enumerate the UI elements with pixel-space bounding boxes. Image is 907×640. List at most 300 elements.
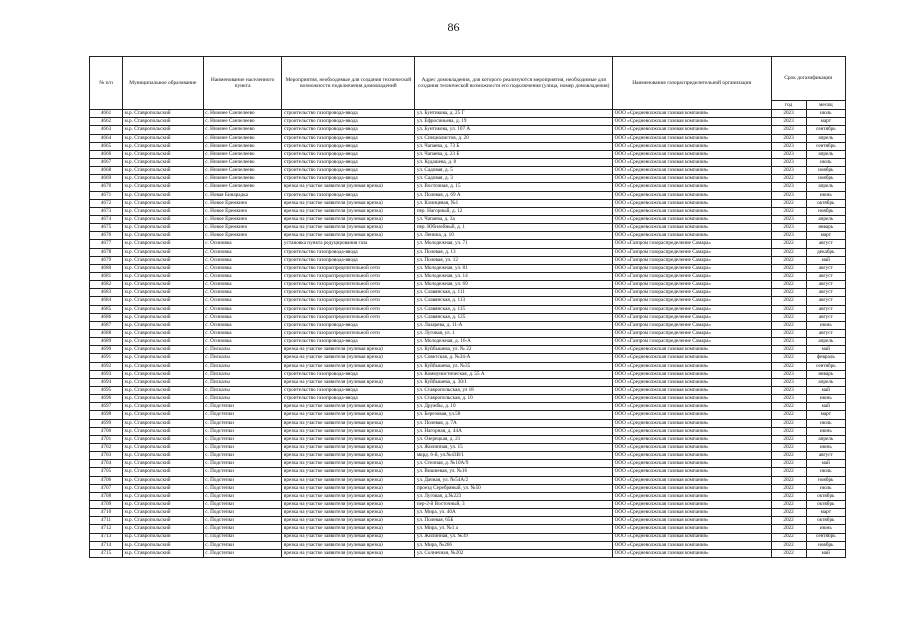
month-cell: ноябрь bbox=[806, 476, 845, 484]
address-cell: ул. Солнечная, №202 bbox=[415, 549, 613, 557]
event-cell: строительство газопровода-ввода bbox=[282, 370, 415, 378]
gdo-cell: ООО «Газпром газораспределение Самара» bbox=[613, 313, 771, 321]
year-cell: 2022 bbox=[771, 525, 806, 533]
year-cell: 2022 bbox=[771, 476, 806, 484]
municipality-cell: м.р. Ставропольский bbox=[122, 118, 203, 126]
gdo-cell: ООО «Газпром газораспределение Самара» bbox=[613, 330, 771, 338]
settlement-cell: с. Подстепки bbox=[203, 476, 282, 484]
month-cell: апрель bbox=[806, 435, 845, 443]
address-cell: ул. Чапаева, д. 73 Б bbox=[415, 142, 613, 150]
page-number: 86 bbox=[447, 20, 460, 34]
month-cell: май bbox=[806, 460, 845, 468]
table-row bbox=[90, 167, 846, 175]
row-num: 4698 bbox=[90, 411, 123, 419]
event-cell: строительство газопровода-ввода bbox=[282, 126, 415, 134]
address-cell: ул. Мира, №266 bbox=[415, 541, 613, 549]
row-num: 4670 bbox=[90, 183, 123, 191]
municipality-cell: м.р. Ставропольский bbox=[122, 460, 203, 468]
address-cell: ул. Жилинная, ул. №39 bbox=[415, 533, 613, 541]
settlement-cell: с. Нижнее Санчелеево bbox=[203, 159, 282, 167]
year-cell: 2022 bbox=[771, 411, 806, 419]
event-cell: строительство газопровода-ввода bbox=[282, 175, 415, 183]
row-num: 4694 bbox=[90, 378, 123, 386]
municipality-cell: м.р. Ставропольский bbox=[122, 509, 203, 517]
month-cell: август bbox=[806, 281, 845, 289]
address-cell: ул. Полевая, д. 13 bbox=[415, 248, 613, 256]
gdo-cell: ООО «Средневолжская газовая компания» bbox=[613, 216, 771, 224]
address-cell: ул. Кудашева, д. 8 bbox=[415, 159, 613, 167]
header-gdo: Наименование газораспределительной организации bbox=[613, 57, 771, 110]
row-num: 4700 bbox=[90, 427, 123, 435]
settlement-cell: с. Осиновка bbox=[203, 321, 282, 329]
year-cell: 2023 bbox=[771, 142, 806, 150]
address-cell: ул. Чапаева, д. 23 Б bbox=[415, 150, 613, 158]
municipality-cell: м.р. Ставропольский bbox=[122, 517, 203, 525]
table-row bbox=[90, 354, 846, 362]
settlement-cell: с. Нижнее Санчелеево bbox=[203, 150, 282, 158]
gdo-cell: ООО «Средневолжская газовая компания» bbox=[613, 370, 771, 378]
year-cell: 2022 bbox=[771, 492, 806, 500]
row-num: 4704 bbox=[90, 460, 123, 468]
row-num: 4693 bbox=[90, 370, 123, 378]
month-cell: август bbox=[806, 305, 845, 313]
row-num: 4713 bbox=[90, 533, 123, 541]
address-cell: ул. Полевая, 65Б bbox=[415, 517, 613, 525]
event-cell: врезка на участке заявителя (нулевая врезка) bbox=[282, 517, 415, 525]
settlement-cell: с. Осиновка bbox=[203, 240, 282, 248]
event-cell: строительство газораспределительной сети bbox=[282, 297, 415, 305]
settlement-cell: с. Подстепки bbox=[203, 435, 282, 443]
event-cell: врезка на участке заявителя (нулевая врезка) bbox=[282, 525, 415, 533]
settlement-cell: с. Пискалы bbox=[203, 386, 282, 394]
gdo-cell: ООО «Средневолжская газовая компания» bbox=[613, 110, 771, 118]
year-cell: 2022 bbox=[771, 240, 806, 248]
year-cell: 2023 bbox=[771, 224, 806, 232]
event-cell: врезка на участке заявителя (нулевая врезка) bbox=[282, 452, 415, 460]
event-cell: строительство газопровода-ввода bbox=[282, 142, 415, 150]
month-cell: август bbox=[806, 313, 845, 321]
gdo-cell: ООО «Средневолжская газовая компания» bbox=[613, 191, 771, 199]
year-cell: 2022 bbox=[771, 346, 806, 354]
municipality-cell: м.р. Ставропольский bbox=[122, 110, 203, 118]
table-row bbox=[90, 427, 846, 435]
settlement-cell: с. Подстепки bbox=[203, 411, 282, 419]
address-cell: ул. Куйбышева, ул. № 22 bbox=[415, 346, 613, 354]
year-cell: 2023 bbox=[771, 134, 806, 142]
gdo-cell: ООО «Газпром газораспределение Самара» bbox=[613, 248, 771, 256]
row-num: 4707 bbox=[90, 484, 123, 492]
municipality-cell: м.р. Ставропольский bbox=[122, 484, 203, 492]
event-cell: врезка на участке заявителя (нулевая врезка) bbox=[282, 224, 415, 232]
event-cell: строительство газопровода-ввода bbox=[282, 321, 415, 329]
settlement-cell: с. Подстепки bbox=[203, 500, 282, 508]
municipality-cell: м.р. Ставропольский bbox=[122, 476, 203, 484]
month-cell: сентябрь bbox=[806, 142, 845, 150]
gasification-table bbox=[89, 56, 846, 558]
year-cell: 2022 bbox=[771, 443, 806, 451]
row-num: 4678 bbox=[90, 248, 123, 256]
municipality-cell: м.р. Ставропольский bbox=[122, 549, 203, 557]
month-cell: март bbox=[806, 232, 845, 240]
month-cell: июль bbox=[806, 468, 845, 476]
row-num: 4674 bbox=[90, 216, 123, 224]
settlement-cell: с. Осиновка bbox=[203, 297, 282, 305]
address-cell: пер-2-й Восточный, 3 bbox=[415, 500, 613, 508]
header-event: Мероприятия, необходимые для создания технической возможности подключения домовладений bbox=[282, 57, 415, 110]
table-row bbox=[90, 313, 846, 321]
table-row bbox=[90, 460, 846, 468]
gdo-cell: ООО «Средневолжская газовая компания» bbox=[613, 549, 771, 557]
event-cell: строительство газораспределительной сети bbox=[282, 281, 415, 289]
address-cell: ул. Садовая, д. 3 bbox=[415, 175, 613, 183]
row-num: 4666 bbox=[90, 150, 123, 158]
table-row bbox=[90, 541, 846, 549]
settlement-cell: с. Подстепки bbox=[203, 443, 282, 451]
event-cell: врезка на участке заявителя (нулевая врезка) bbox=[282, 411, 415, 419]
row-num: 4664 bbox=[90, 134, 123, 142]
row-num: 4679 bbox=[90, 256, 123, 264]
gdo-cell: ООО «Средневолжская газовая компания» bbox=[613, 476, 771, 484]
event-cell: врезка на участке заявителя (нулевая врезка) bbox=[282, 484, 415, 492]
event-cell: врезка на участке заявителя (нулевая врезка) bbox=[282, 378, 415, 386]
year-cell: 2023 bbox=[771, 126, 806, 134]
event-cell: врезка на участке заявителя (нулевая врезка) bbox=[282, 443, 415, 451]
year-cell: 2022 bbox=[771, 175, 806, 183]
event-cell: врезка на участке заявителя (нулевая врезка) bbox=[282, 468, 415, 476]
gdo-cell: ООО «Средневолжская газовая компания» bbox=[613, 207, 771, 215]
year-cell: 2023 bbox=[771, 159, 806, 167]
month-cell: май bbox=[806, 403, 845, 411]
year-cell: 2023 bbox=[771, 338, 806, 346]
table-row bbox=[90, 549, 846, 557]
municipality-cell: м.р. Ставропольский bbox=[122, 525, 203, 533]
year-cell: 2023 bbox=[771, 183, 806, 191]
event-cell: врезка на участке заявителя (нулевая врезка) bbox=[282, 500, 415, 508]
gdo-cell: ООО «Средневолжская газовая компания» bbox=[613, 492, 771, 500]
month-cell: июнь bbox=[806, 321, 845, 329]
gdo-cell: ООО «Газпром газораспределение Самара» bbox=[613, 321, 771, 329]
month-cell: январь bbox=[806, 224, 845, 232]
municipality-cell: м.р. Ставропольский bbox=[122, 167, 203, 175]
table-row bbox=[90, 264, 846, 272]
municipality-cell: м.р. Ставропольский bbox=[122, 289, 203, 297]
gdo-cell: ООО «Газпром газораспределение Самара» bbox=[613, 281, 771, 289]
municipality-cell: м.р. Ставропольский bbox=[122, 346, 203, 354]
settlement-cell: с. Осиновка bbox=[203, 256, 282, 264]
address-cell: ул. Дружбы, д. 10 bbox=[415, 403, 613, 411]
month-cell: май bbox=[806, 386, 845, 394]
address-cell: ул. Молодежная, ул. 69 bbox=[415, 281, 613, 289]
address-cell: пер. Нагорный, д. 12 bbox=[415, 207, 613, 215]
row-num: 4702 bbox=[90, 443, 123, 451]
address-cell: ул. Полевая, д. 7А bbox=[415, 419, 613, 427]
year-cell: 2022 bbox=[771, 330, 806, 338]
row-num: 4714 bbox=[90, 541, 123, 549]
row-num: 4662 bbox=[90, 118, 123, 126]
municipality-cell: м.р. Ставропольский bbox=[122, 159, 203, 167]
address-cell: ул. Бунтикова, ул. 107 А bbox=[415, 126, 613, 134]
event-cell: строительство газопровода-ввода bbox=[282, 159, 415, 167]
gdo-cell: ООО «Средневолжская газовая компания» bbox=[613, 167, 771, 175]
row-num: 4661 bbox=[90, 110, 123, 118]
table-row bbox=[90, 281, 846, 289]
header-municipality: Муниципальное образование bbox=[122, 57, 203, 110]
row-num: 4689 bbox=[90, 338, 123, 346]
row-num: 4677 bbox=[90, 240, 123, 248]
gdo-cell: ООО «Средневолжская газовая компания» bbox=[613, 509, 771, 517]
event-cell: врезка на участке заявителя (нулевая врезка) bbox=[282, 509, 415, 517]
address-cell: ул. Куйбышева, ул. №35 bbox=[415, 362, 613, 370]
year-cell: 2022 bbox=[771, 207, 806, 215]
year-cell: 2022 bbox=[771, 452, 806, 460]
table-row bbox=[90, 321, 846, 329]
table-row bbox=[90, 378, 846, 386]
settlement-cell: с. Пискалы bbox=[203, 354, 282, 362]
municipality-cell: м.р. Ставропольский bbox=[122, 199, 203, 207]
year-cell: 2023 bbox=[771, 232, 806, 240]
municipality-cell: м.р. Ставропольский bbox=[122, 500, 203, 508]
table-row bbox=[90, 476, 846, 484]
year-cell: 2022 bbox=[771, 321, 806, 329]
month-cell: март bbox=[806, 509, 845, 517]
address-cell: ул. Ефросиньева, д. 19 bbox=[415, 118, 613, 126]
month-cell: июнь bbox=[806, 395, 845, 403]
settlement-cell: с. Пискалы bbox=[203, 370, 282, 378]
table-row bbox=[90, 134, 846, 142]
row-num: 4715 bbox=[90, 549, 123, 557]
settlement-cell: с. Нижнее Санчелеево bbox=[203, 175, 282, 183]
month-cell: август bbox=[806, 273, 845, 281]
address-cell: ул. Садовая, д. 5 bbox=[415, 167, 613, 175]
gdo-cell: ООО «Средневолжская газовая компания» bbox=[613, 443, 771, 451]
event-cell: врезка на участке заявителя (нулевая врезка) bbox=[282, 533, 415, 541]
header-term: Срок догазификации bbox=[771, 57, 845, 101]
settlement-cell: с. Осиновка bbox=[203, 273, 282, 281]
municipality-cell: м.р. Ставропольский bbox=[122, 134, 203, 142]
table-row bbox=[90, 443, 846, 451]
gdo-cell: ООО «Средневолжская газовая компания» bbox=[613, 500, 771, 508]
gdo-cell: ООО «Газпром газораспределение Самара» bbox=[613, 256, 771, 264]
month-cell: февраль bbox=[806, 354, 845, 362]
row-num: 4668 bbox=[90, 167, 123, 175]
address-cell: ул. Жилинная, ул. 15 bbox=[415, 443, 613, 451]
settlement-cell: с. Новое Еремкино bbox=[203, 207, 282, 215]
row-num: 4673 bbox=[90, 207, 123, 215]
event-cell: врезка на участке заявителя (нулевая врезка) bbox=[282, 354, 415, 362]
gdo-cell: ООО «Средневолжская газовая компания» bbox=[613, 134, 771, 142]
settlement-cell: с. Подстепки bbox=[203, 541, 282, 549]
municipality-cell: м.р. Ставропольский bbox=[122, 338, 203, 346]
gdo-cell: ООО «Средневолжская газовая компания» bbox=[613, 411, 771, 419]
gdo-cell: ООО «Средневолжская газовая компания» bbox=[613, 126, 771, 134]
settlement-cell: с. Подстепки bbox=[203, 509, 282, 517]
settlement-cell: с. Нижнее Санчелеево bbox=[203, 183, 282, 191]
settlement-cell: с. Нижнее Санчелеево bbox=[203, 134, 282, 142]
year-cell: 2023 bbox=[771, 150, 806, 158]
month-cell: ноябрь bbox=[806, 175, 845, 183]
address-cell: ул. Молодежная, ул. 81 bbox=[415, 264, 613, 272]
address-cell: ул. Чапаева, д. 3а bbox=[415, 216, 613, 224]
settlement-cell: с. Осиновка bbox=[203, 289, 282, 297]
month-cell: сентябрь bbox=[806, 362, 845, 370]
row-num: 4663 bbox=[90, 126, 123, 134]
gdo-cell: ООО «Средневолжская газовая компания» bbox=[613, 517, 771, 525]
month-cell: октябрь bbox=[806, 500, 845, 508]
event-cell: врезка на участке заявителя (нулевая врезка) bbox=[282, 232, 415, 240]
row-num: 4711 bbox=[90, 517, 123, 525]
event-cell: строительство газопровода-ввода bbox=[282, 110, 415, 118]
year-cell: 2022 bbox=[771, 313, 806, 321]
table-row bbox=[90, 484, 846, 492]
table-row bbox=[90, 500, 846, 508]
municipality-cell: м.р. Ставропольский bbox=[122, 175, 203, 183]
table-row bbox=[90, 346, 846, 354]
event-cell: строительство газопровода-ввода bbox=[282, 395, 415, 403]
year-cell: 2022 bbox=[771, 289, 806, 297]
month-cell: март bbox=[806, 411, 845, 419]
event-cell: строительство газораспределительной сети bbox=[282, 313, 415, 321]
month-cell: апрель bbox=[806, 216, 845, 224]
row-num: 4695 bbox=[90, 386, 123, 394]
month-cell: апрель bbox=[806, 150, 845, 158]
gdo-cell: ООО «Газпром газораспределение Самара» bbox=[613, 305, 771, 313]
municipality-cell: м.р. Ставропольский bbox=[122, 232, 203, 240]
settlement-cell: с. Подстепки bbox=[203, 468, 282, 476]
settlement-cell: с. Подстепки bbox=[203, 492, 282, 500]
month-cell: август bbox=[806, 289, 845, 297]
table-row bbox=[90, 468, 846, 476]
month-cell: апрель bbox=[806, 134, 845, 142]
month-cell: май bbox=[806, 256, 845, 264]
month-cell: июль bbox=[806, 159, 845, 167]
year-cell: 2023 bbox=[771, 378, 806, 386]
gdo-cell: ООО «Средневолжская газовая компания» bbox=[613, 533, 771, 541]
month-cell: ноябрь bbox=[806, 167, 845, 175]
address-cell: ул. Восточная, д. 15 bbox=[415, 183, 613, 191]
row-num: 4681 bbox=[90, 273, 123, 281]
event-cell: врезка на участке заявителя (нулевая врезка) bbox=[282, 492, 415, 500]
settlement-cell: с. Нижнее Санчелеево bbox=[203, 118, 282, 126]
month-cell: июнь bbox=[806, 427, 845, 435]
gdo-cell: ООО «Средневолжская газовая компания» bbox=[613, 435, 771, 443]
month-cell: октябрь bbox=[806, 199, 845, 207]
gdo-cell: ООО «Газпром газораспределение Самара» bbox=[613, 297, 771, 305]
gdo-cell: ООО «Средневолжская газовая компания» bbox=[613, 118, 771, 126]
municipality-cell: м.р. Ставропольский bbox=[122, 378, 203, 386]
month-cell: апрель bbox=[806, 338, 845, 346]
table-row bbox=[90, 142, 846, 150]
table-row bbox=[90, 175, 846, 183]
row-num: 4682 bbox=[90, 281, 123, 289]
table-row bbox=[90, 183, 846, 191]
municipality-cell: м.р. Ставропольский bbox=[122, 224, 203, 232]
settlement-cell: с. Подстепки bbox=[203, 533, 282, 541]
event-cell: строительство газопровода-ввода bbox=[282, 118, 415, 126]
row-num: 4692 bbox=[90, 362, 123, 370]
year-cell: 2023 bbox=[771, 216, 806, 224]
gdo-cell: ООО «Газпром газораспределение Самара» bbox=[613, 338, 771, 346]
header-address: Адрес домовладения, для которого реализуются мероприятия, необходимые для создания технической возможности его подключения (улица, номер домовладения) bbox=[415, 57, 613, 110]
address-cell: ул. Ставропольская, ул 18 bbox=[415, 386, 613, 394]
municipality-cell: м.р. Ставропольский bbox=[122, 419, 203, 427]
month-cell: апрель bbox=[806, 378, 845, 386]
table-row bbox=[90, 509, 846, 517]
event-cell: врезка на участке заявителя (нулевая врезка) bbox=[282, 362, 415, 370]
municipality-cell: м.р. Ставропольский bbox=[122, 273, 203, 281]
municipality-cell: м.р. Ставропольский bbox=[122, 435, 203, 443]
address-cell: ул. Полевая, д. 69 А bbox=[415, 191, 613, 199]
municipality-cell: м.р. Ставропольский bbox=[122, 240, 203, 248]
settlement-cell: с. Осиновка bbox=[203, 330, 282, 338]
gdo-cell: ООО «Средневолжская газовая компания» bbox=[613, 150, 771, 158]
settlement-cell: с. Осиновка bbox=[203, 338, 282, 346]
settlement-cell: с. Нижнее Санчелеево bbox=[203, 110, 282, 118]
municipality-cell: м.р. Ставропольский bbox=[122, 183, 203, 191]
year-cell: 2022 bbox=[771, 533, 806, 541]
settlement-cell: с. Новое Еремкино bbox=[203, 232, 282, 240]
month-cell: август bbox=[806, 452, 845, 460]
settlement-cell: с. Подстепки bbox=[203, 419, 282, 427]
municipality-cell: м.р. Ставропольский bbox=[122, 305, 203, 313]
address-cell: ул. Клинцевая, №1 bbox=[415, 199, 613, 207]
event-cell: врезка на участке заявителя (нулевая врезка) bbox=[282, 541, 415, 549]
year-cell: 2022 bbox=[771, 362, 806, 370]
event-cell: врезка на участке заявителя (нулевая врезка) bbox=[282, 419, 415, 427]
municipality-cell: м.р. Ставропольский bbox=[122, 452, 203, 460]
year-cell: 2023 bbox=[771, 191, 806, 199]
gdo-cell: ООО «Средневолжская газовая компания» bbox=[613, 142, 771, 150]
table-row bbox=[90, 403, 846, 411]
settlement-cell: с. Нижнее Санчелеево bbox=[203, 167, 282, 175]
event-cell: врезка на участке заявителя (нулевая врезка) bbox=[282, 460, 415, 468]
table-body bbox=[90, 110, 846, 558]
month-cell: декабрь bbox=[806, 248, 845, 256]
settlement-cell: с. Пискалы bbox=[203, 346, 282, 354]
row-num: 4696 bbox=[90, 395, 123, 403]
event-cell: строительство газораспределительной сети bbox=[282, 330, 415, 338]
municipality-cell: м.р. Ставропольский bbox=[122, 297, 203, 305]
municipality-cell: м.р. Ставропольский bbox=[122, 362, 203, 370]
year-cell: 2023 bbox=[771, 110, 806, 118]
row-num: 4697 bbox=[90, 403, 123, 411]
settlement-cell: с. Подстепки bbox=[203, 517, 282, 525]
municipality-cell: м.р. Ставропольский bbox=[122, 321, 203, 329]
address-cell: проезд Серебряный, ул. №50 bbox=[415, 484, 613, 492]
event-cell: строительство газопровода-ввода bbox=[282, 338, 415, 346]
gdo-cell: ООО «Газпром газораспределение Самара» bbox=[613, 273, 771, 281]
gdo-cell: ООО «Средневолжская газовая компания» bbox=[613, 354, 771, 362]
gdo-cell: ООО «Средневолжская газовая компания» bbox=[613, 403, 771, 411]
settlement-cell: с. Осиновка bbox=[203, 264, 282, 272]
address-cell: ул. Молодежная, д. 16-А bbox=[415, 338, 613, 346]
table-row bbox=[90, 517, 846, 525]
settlement-cell: с. Новое Еремкино bbox=[203, 224, 282, 232]
municipality-cell: м.р. Ставропольский bbox=[122, 191, 203, 199]
row-num: 4685 bbox=[90, 305, 123, 313]
month-cell: сентябрь bbox=[806, 126, 845, 134]
gdo-cell: ООО «Средневолжская газовая компания» bbox=[613, 232, 771, 240]
table-row bbox=[90, 370, 846, 378]
table-row bbox=[90, 492, 846, 500]
event-cell: врезка на участке заявителя (нулевая врезка) bbox=[282, 346, 415, 354]
settlement-cell: с. Подстепки bbox=[203, 427, 282, 435]
municipality-cell: м.р. Ставропольский bbox=[122, 468, 203, 476]
gdo-cell: ООО «Средневолжская газовая компания» bbox=[613, 175, 771, 183]
municipality-cell: м.р. Ставропольский bbox=[122, 403, 203, 411]
address-cell: ул. Куйбышева, д. 30/1 bbox=[415, 378, 613, 386]
settlement-cell: с. Нижнее Санчелеево bbox=[203, 142, 282, 150]
row-num: 4669 bbox=[90, 175, 123, 183]
